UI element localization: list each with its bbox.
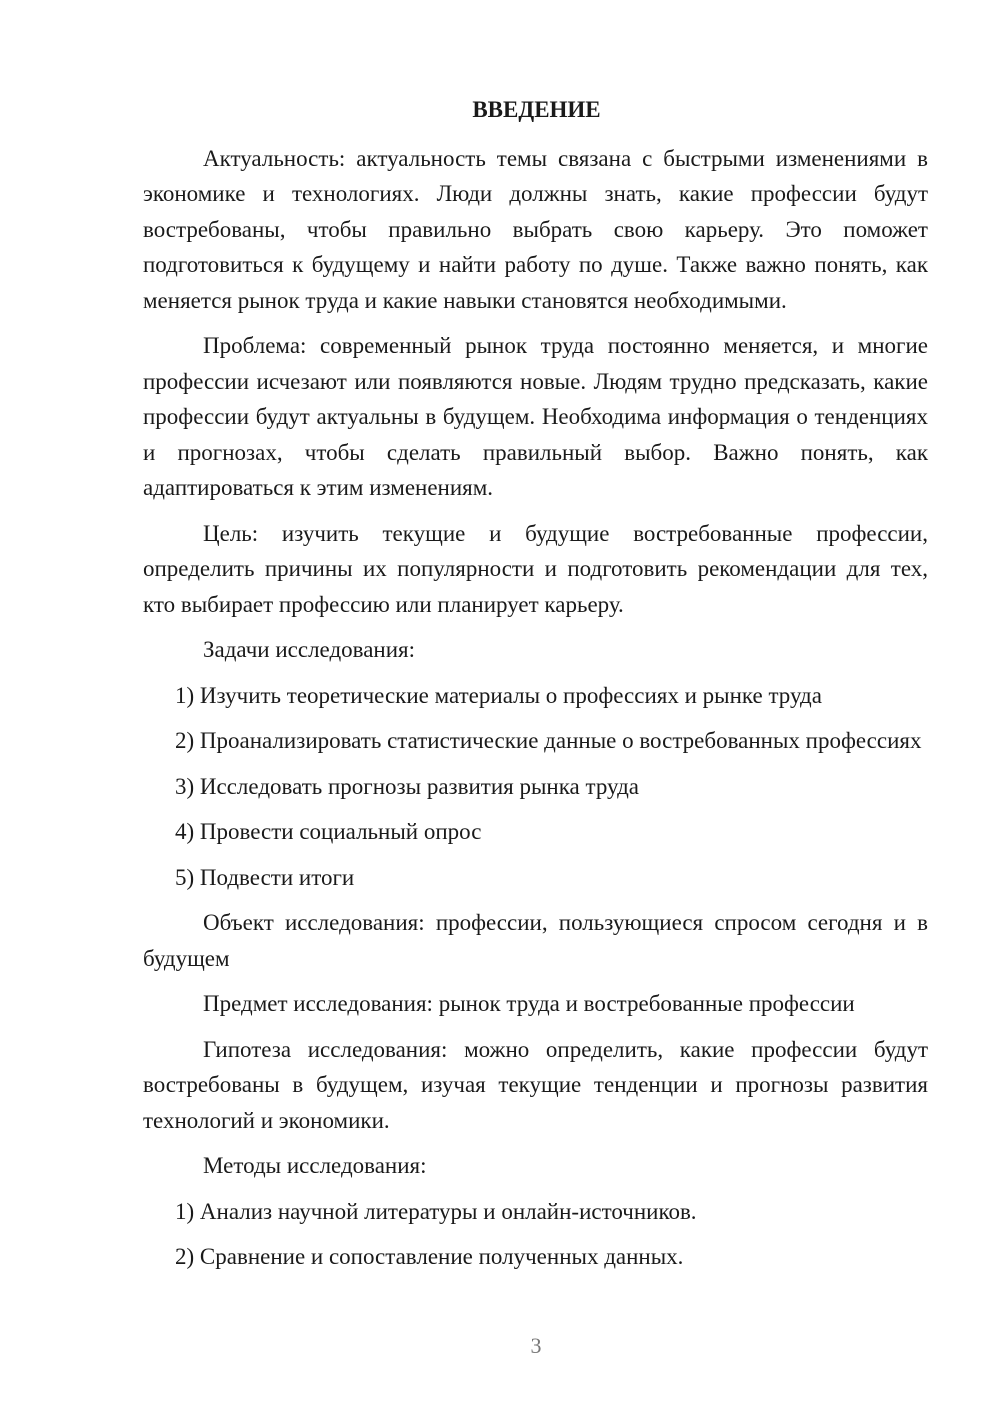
task-item-4: 4) Провести социальный опрос	[175, 819, 482, 844]
paragraph-relevance: Актуальность: актуальность темы связана с быстрыми изменениями в экономике и технологиях. Люди должны знать, какие профессии будут востребованы, чтобы правильно выбрать свою карьеру. Это поможет подготовиться к будущему и найти работу по душе. Также важно понять, как меняется рынок труда и какие навыки становятся необходимыми.	[143, 145, 928, 313]
methods-title: Методы исследования:	[203, 1153, 427, 1178]
paragraph-goal: Цель: изучить текущие и будущие востребованные профессии, определить причины их популярности и подготовить рекомендации для тех, кто выбирает профессию или планирует карьеру.	[143, 520, 928, 617]
document-body	[143, 92, 928, 1285]
tasks-title: Задачи исследования:	[203, 637, 416, 662]
page-number: 3	[530, 1333, 542, 1358]
task-item-1: 1) Изучить теоретические материалы о профессиях и рынке труда	[175, 682, 822, 708]
page-title: ВВЕДЕНИЕ	[472, 97, 601, 122]
method-item-1: 1) Анализ научной литературы и онлайн-источников.	[175, 1198, 697, 1224]
task-item-2: 2) Проанализировать статистические данные о востребованных профессиях	[175, 728, 922, 753]
paragraph-problem: Проблема: современный рынок труда постоянно меняется, и многие профессии исчезают или появляются новые. Людям трудно предсказать, какие профессии будут актуальны в будущем. Необходима информация о тенденциях и прогнозах, чтобы сделать правильный выбор. Важно понять, как адаптироваться к этим изменениям.	[143, 333, 928, 500]
paragraph-subject: Предмет исследования: рынок труда и востребованные профессии	[203, 991, 855, 1016]
paragraph-hypothesis: Гипотеза исследования: можно определить, какие профессии будут востребованы в будущем, изучая текущие тенденции и прогнозы развития технологий и экономики.	[143, 1036, 928, 1133]
task-item-5: 5) Подвести итоги	[175, 864, 355, 890]
paragraph-object: Объект исследования: профессии, пользующиеся спросом сегодня и в будущем	[143, 910, 928, 971]
method-item-2: 2) Сравнение и сопоставление полученных данных.	[175, 1244, 684, 1269]
task-item-3: 3) Исследовать прогнозы развития рынка труда	[175, 773, 640, 799]
